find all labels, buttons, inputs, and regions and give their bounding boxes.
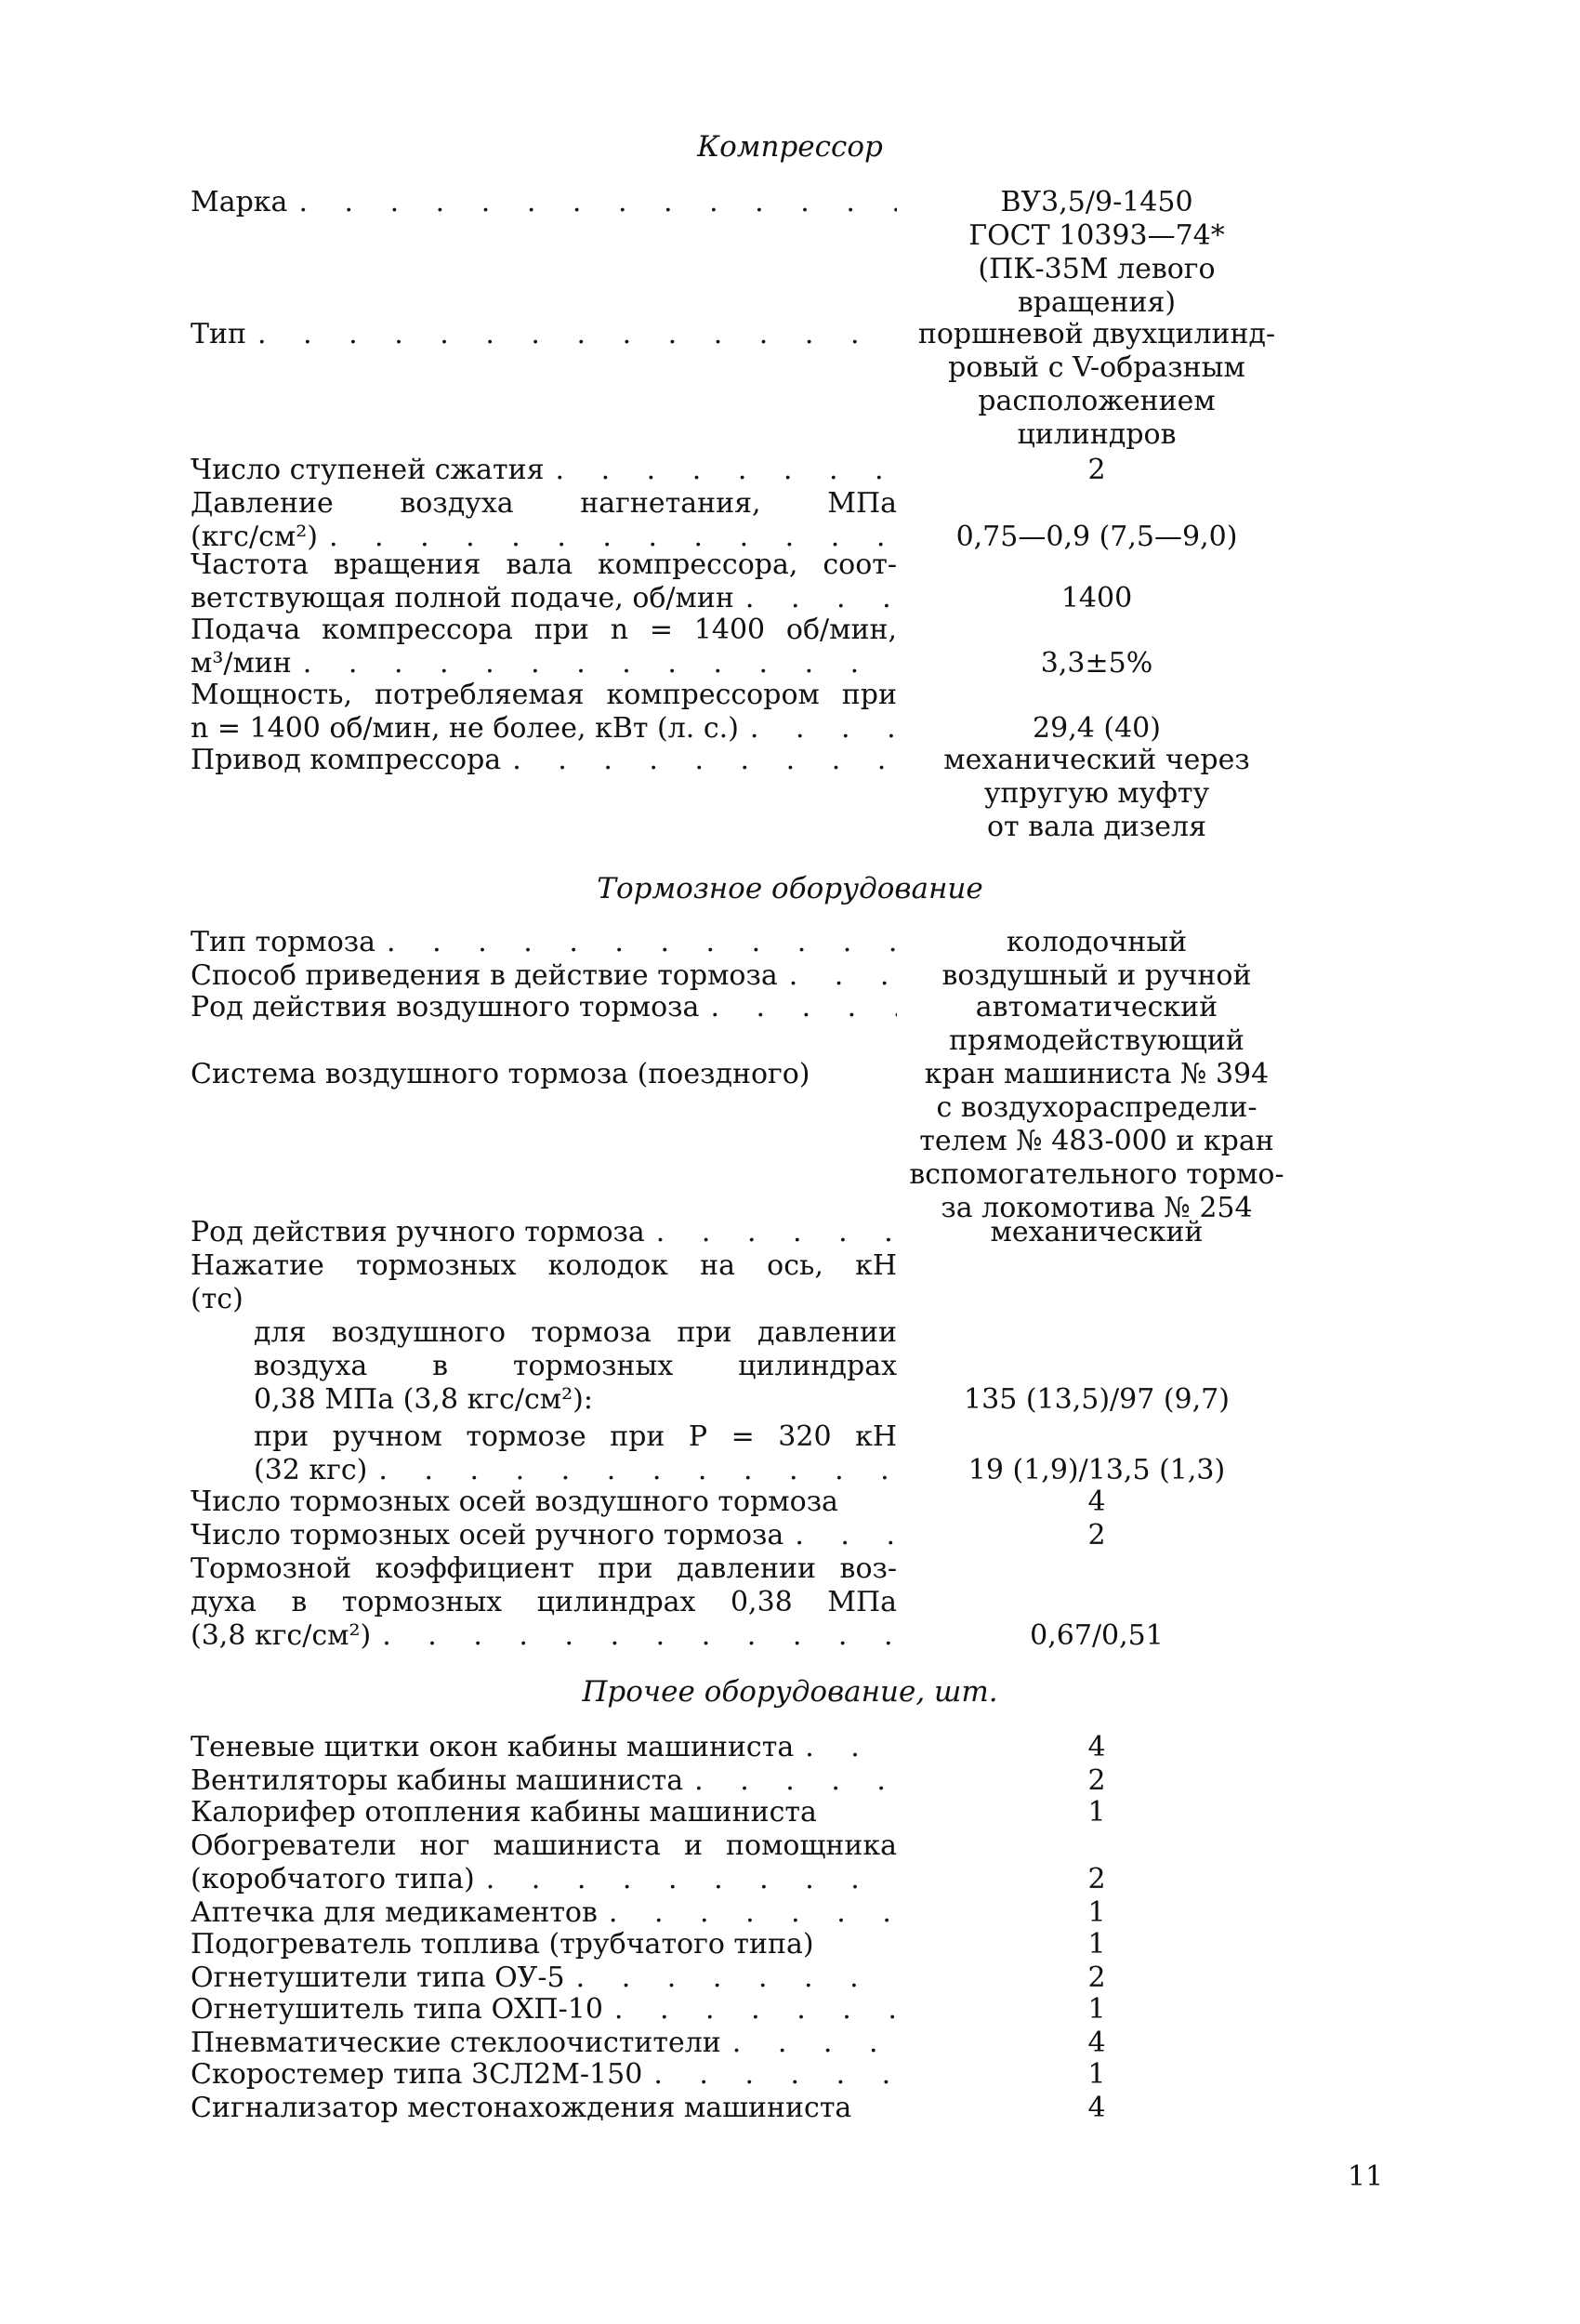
spec-value-line: ровый с V-образным <box>948 351 1245 384</box>
leader-dots <box>375 926 897 959</box>
spec-value <box>897 548 1287 615</box>
spec-value-line: механический <box>990 1216 1204 1248</box>
spec-value-line: 0,75—0,9 (7,5—9,0) <box>955 521 1238 553</box>
spec-label-line: Привод компрессора <box>191 744 502 776</box>
spec-label-line: Марка <box>191 186 288 218</box>
spec-value-line: 2 <box>1087 454 1106 486</box>
spec-row <box>191 1216 1306 1249</box>
spec-value-line: 2 <box>1087 1764 1106 1797</box>
spec-label-line: n = 1400 об/мин, не более, кВт (л. с.) <box>191 712 739 745</box>
spec-row <box>191 2092 1306 2125</box>
spec-label-line: Вентиляторы кабины машиниста <box>191 1764 684 1797</box>
spec-row <box>191 1486 1306 1519</box>
spec-label-line: для воздушного тормоза при давлении <box>254 1316 897 1349</box>
spec-label-line: (32 кгс) <box>254 1454 368 1486</box>
spec-label <box>191 186 897 320</box>
spec-value <box>897 1796 1287 1829</box>
spec-label-line: (3,8 кгс/см²) <box>191 1619 372 1652</box>
leader-dots <box>367 1454 897 1487</box>
spec-label <box>191 1249 897 1316</box>
spec-label <box>191 1058 897 1225</box>
spec-value <box>897 1420 1287 1487</box>
spec-label-line: Частота вращения вала компрессора, соот- <box>191 548 897 581</box>
spec-label-line: Огнетушитель типа ОХП-10 <box>191 1993 603 2026</box>
spec-value <box>897 744 1287 844</box>
spec-value-line: 1400 <box>1060 582 1133 614</box>
spec-value <box>897 1552 1287 1653</box>
spec-value-line: с воздухораспредели- <box>936 1091 1257 1124</box>
spec-label-line: Сигнализатор местонахождения машиниста <box>191 2092 852 2124</box>
spec-label-line: ветствующая полной подаче, об/мин <box>191 582 734 614</box>
spec-label <box>191 1928 897 1961</box>
spec-label-line: духа в тормозных цилиндрах 0,38 МПа <box>191 1586 897 1618</box>
spec-value <box>897 1216 1287 1249</box>
spec-label-line: Пневматические стеклоочистители <box>191 2027 721 2059</box>
spec-row <box>191 926 1306 959</box>
spec-value-line: воздушный и ручной <box>941 959 1252 992</box>
leader-dots <box>778 959 897 993</box>
spec-value <box>897 926 1287 959</box>
spec-value-line: (ПК-35М левого <box>978 253 1216 285</box>
spec-value <box>897 2027 1287 2060</box>
spec-label-line: Давление воздуха нагнетания, МПа <box>191 487 897 520</box>
spec-label-line: Тип <box>191 318 246 350</box>
spec-value-line: 2 <box>1087 1961 1106 1994</box>
leader-dots <box>721 2027 897 2060</box>
page-number: 11 <box>1348 2160 1384 2193</box>
spec-label <box>191 2058 897 2092</box>
spec-label <box>191 614 897 680</box>
leader-dots <box>783 1519 897 1552</box>
spec-value-line: ВУ3,5/9-1450 <box>1000 186 1193 218</box>
spec-value-line: вращения) <box>1017 286 1177 319</box>
spec-value <box>897 1896 1287 1930</box>
spec-label-line: Род действия ручного тормоза <box>191 1216 645 1248</box>
spec-label-line: Тип тормоза <box>191 926 376 958</box>
leader-dots <box>734 582 897 615</box>
spec-label <box>191 1552 897 1653</box>
spec-value <box>897 1961 1287 1995</box>
spec-row <box>191 744 1306 844</box>
spec-value <box>897 614 1287 680</box>
spec-row <box>191 1519 1306 1552</box>
spec-row <box>191 679 1306 746</box>
section-heading-other: Прочее оборудование, шт. <box>582 1675 998 1709</box>
spec-value-line: 4 <box>1087 2092 1106 2124</box>
spec-label-line: Мощность, потребляемая компрессором при <box>191 679 897 711</box>
spec-row <box>191 186 1306 320</box>
spec-value-line: 19 (1,9)/13,5 (1,3) <box>968 1454 1226 1486</box>
spec-value <box>897 1993 1287 2027</box>
leader-dots <box>739 712 897 746</box>
spec-row <box>191 1829 1306 1896</box>
leader-dots <box>501 744 897 777</box>
spec-label <box>191 487 897 554</box>
spec-value-line: автоматический <box>975 991 1218 1023</box>
spec-label <box>191 1216 897 1249</box>
spec-value <box>897 679 1287 746</box>
spec-label-line: Аптечка для медикаментов <box>191 1896 598 1929</box>
spec-label-line: Калорифер отопления кабины машиниста <box>191 1796 817 1829</box>
spec-value <box>897 1519 1287 1552</box>
leader-dots <box>475 1863 897 1896</box>
spec-value <box>897 1058 1287 1225</box>
spec-value <box>897 1764 1287 1798</box>
spec-row <box>191 1993 1306 2027</box>
spec-value <box>897 318 1287 452</box>
leader-dots <box>545 454 897 487</box>
spec-label-line: Способ приведения в действие тормоза <box>191 959 778 992</box>
spec-value <box>897 1829 1287 1896</box>
spec-row <box>191 614 1306 680</box>
leader-dots <box>565 1961 897 1995</box>
spec-value-line: 1 <box>1087 1796 1106 1829</box>
spec-value <box>897 1486 1287 1519</box>
spec-label <box>191 1519 897 1552</box>
spec-value <box>897 2092 1287 2125</box>
spec-label <box>191 2092 897 2125</box>
spec-row <box>191 1928 1306 1961</box>
spec-value-line: расположением <box>978 385 1216 417</box>
leader-dots <box>699 991 897 1024</box>
leader-dots <box>371 1619 897 1653</box>
spec-label-line: Нажатие тормозных колодок на ось, кН <box>191 1249 897 1282</box>
spec-row <box>191 548 1306 615</box>
spec-label <box>191 991 897 1058</box>
spec-label-line: воздуха в тормозных цилиндрах <box>254 1350 897 1382</box>
spec-label-line: Теневые щитки окон кабины машиниста <box>191 1731 795 1763</box>
spec-row <box>191 1058 1306 1225</box>
leader-dots <box>642 2058 897 2092</box>
spec-value-line: 0,67/0,51 <box>1030 1619 1164 1652</box>
spec-value-line: 4 <box>1087 1486 1106 1518</box>
spec-label <box>191 679 897 746</box>
leader-dots <box>603 1993 897 2027</box>
leader-dots <box>598 1896 897 1930</box>
spec-value <box>897 487 1287 554</box>
spec-row <box>191 2058 1306 2092</box>
section-heading-compressor: Компрессор <box>697 130 883 164</box>
spec-row <box>191 1420 1306 1487</box>
spec-row <box>191 318 1306 452</box>
spec-value-line: телем № 483-000 и кран <box>919 1125 1274 1157</box>
leader-dots <box>246 318 897 351</box>
spec-value-line: 2 <box>1087 1863 1106 1895</box>
spec-row <box>191 959 1306 993</box>
spec-label <box>191 1764 897 1798</box>
spec-row <box>191 1796 1306 1829</box>
spec-value-line: упругую муфту <box>983 777 1210 810</box>
spec-value-line: 1 <box>1087 1928 1106 1961</box>
spec-row <box>191 1249 1306 1316</box>
spec-label-line: Число ступеней сжатия <box>191 454 545 486</box>
spec-label-line: Подача компрессора при n = 1400 об/мин, <box>191 614 897 646</box>
spec-label-line: м³/мин <box>191 647 292 680</box>
spec-value-line: 4 <box>1087 2027 1106 2059</box>
spec-value-line: за локомотива № 254 <box>941 1192 1253 1224</box>
spec-label-line: при ручном тормозе при P = 320 кН <box>254 1420 897 1453</box>
spec-value-line: 3,3±5% <box>1040 647 1153 680</box>
spec-value-line: 2 <box>1087 1519 1106 1552</box>
leader-dots <box>287 186 897 219</box>
spec-value-line: поршневой двухцилинд- <box>917 318 1276 350</box>
spec-value-line: вспомогательного тормо- <box>909 1158 1284 1191</box>
spec-label-line: Подогреватель топлива (трубчатого типа) <box>191 1928 814 1961</box>
spec-label-line: Число тормозных осей ручного тормоза <box>191 1519 784 1552</box>
spec-label <box>191 1993 897 2027</box>
spec-label <box>191 454 897 487</box>
spec-value <box>897 454 1287 487</box>
spec-value-line: 4 <box>1087 1731 1106 1763</box>
spec-value <box>897 186 1287 320</box>
spec-value <box>897 991 1287 1058</box>
spec-row <box>191 1552 1306 1653</box>
spec-label <box>191 959 897 993</box>
leader-dots <box>683 1764 897 1798</box>
spec-label-line: Род действия воздушного тормоза <box>191 991 700 1023</box>
spec-label <box>191 1896 897 1930</box>
spec-value <box>897 959 1287 993</box>
spec-value-line: цилиндров <box>1017 418 1177 451</box>
spec-value-line: 29,4 (40) <box>1033 712 1161 745</box>
spec-value-line: 1 <box>1087 2058 1106 2091</box>
spec-row <box>191 1316 1306 1417</box>
spec-value-line: колодочный <box>1006 926 1188 958</box>
spec-label <box>191 318 897 452</box>
spec-label-line: (коробчатого типа) <box>191 1863 475 1895</box>
spec-label-line: Число тормозных осей воздушного тормоза <box>191 1486 838 1518</box>
leader-dots <box>645 1216 897 1249</box>
spec-value-line: от вала дизеля <box>986 811 1206 843</box>
spec-row <box>191 1731 1306 1764</box>
leader-dots <box>292 647 897 680</box>
spec-label <box>191 1316 897 1417</box>
section-heading-brake: Тормозное оборудование <box>597 872 983 905</box>
spec-row <box>191 2027 1306 2060</box>
spec-value-line: кран машиниста № 394 <box>924 1058 1270 1090</box>
spec-label-line: Обогреватели ног машиниста и помощника <box>191 1829 897 1862</box>
spec-label <box>191 744 897 844</box>
spec-label <box>191 1829 897 1896</box>
spec-row <box>191 487 1306 554</box>
spec-label <box>191 1486 897 1519</box>
spec-label <box>191 1731 897 1764</box>
spec-row <box>191 1961 1306 1995</box>
spec-value-line: 1 <box>1087 1993 1106 2026</box>
spec-row <box>191 1896 1306 1930</box>
spec-label <box>191 1961 897 1995</box>
spec-label-line: Тормозной коэффициент при давлении воз- <box>191 1552 897 1585</box>
spec-label <box>191 1420 897 1487</box>
spec-value <box>897 2058 1287 2092</box>
spec-label <box>191 2027 897 2060</box>
spec-value <box>897 1928 1287 1961</box>
spec-label-line: Огнетушители типа ОУ-5 <box>191 1961 565 1994</box>
spec-label-line: (кгс/см²) <box>191 521 318 553</box>
spec-label-line: (тс) <box>191 1283 244 1315</box>
spec-label-line: Система воздушного тормоза (поездного) <box>191 1058 810 1090</box>
spec-label-line: 0,38 МПа (3,8 кгс/см²): <box>254 1383 593 1416</box>
spec-label <box>191 548 897 615</box>
spec-value <box>897 1316 1287 1417</box>
spec-value <box>897 1731 1287 1764</box>
spec-value-line: механический через <box>943 744 1250 776</box>
leader-dots <box>794 1731 897 1764</box>
spec-value-line: 135 (13,5)/97 (9,7) <box>964 1383 1230 1416</box>
spec-value <box>897 1249 1287 1316</box>
spec-value-line: ГОСТ 10393—74* <box>968 219 1225 252</box>
spec-value-line: прямодействующий <box>949 1024 1244 1057</box>
spec-value-line: 1 <box>1087 1896 1106 1929</box>
spec-label-line: Скоростемер типа 3СЛ2М-150 <box>191 2058 643 2091</box>
spec-label <box>191 926 897 959</box>
spec-row <box>191 1764 1306 1798</box>
spec-row <box>191 454 1306 487</box>
spec-row <box>191 991 1306 1058</box>
spec-label <box>191 1796 897 1829</box>
